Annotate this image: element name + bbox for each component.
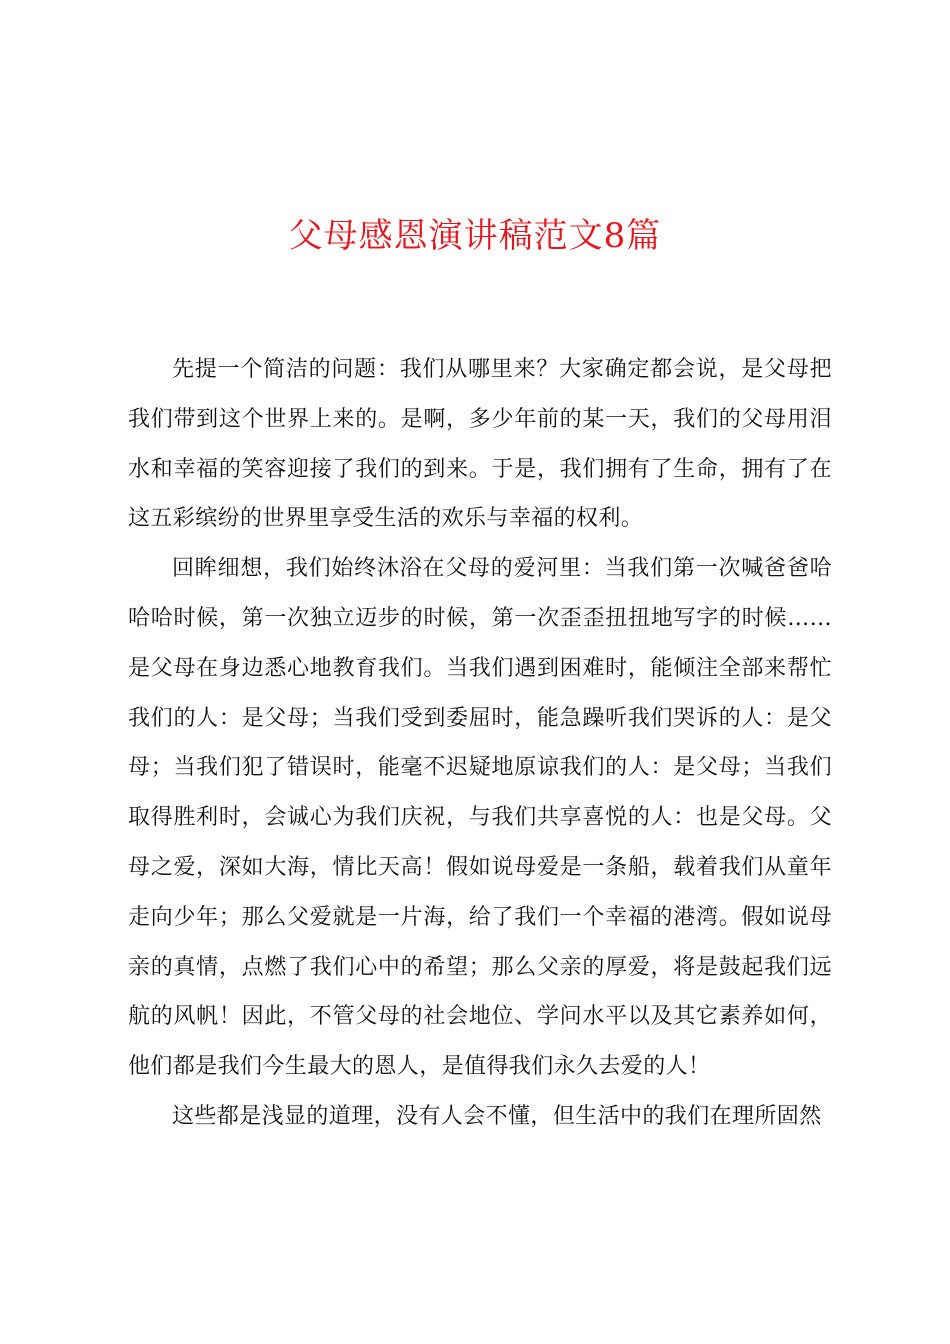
paragraph-3: 这些都是浅显的道理，没有人会不懂，但生活中的我们在理所固然 xyxy=(172,1103,822,1129)
paragraph-1: 先提一个简洁的问题：我们从哪里来？大家确定都会说，是父母把我们带到这个世界上来的。是啊，多少年前的某一天，我们的父母用泪水和幸福的笑容迎接了我们的到来。于是，我们拥有了生命，拥有了在这五彩缤纷的世界里享受生活的欢乐与幸福的权利。 xyxy=(128,357,832,532)
document-title: 父母感恩演讲稿范文8篇 xyxy=(288,216,662,256)
document-body xyxy=(128,345,832,1142)
paragraph-2: 回眸细想，我们始终沐浴在父母的爱河里：当我们第一次喊爸爸哈哈哈时候，第一次独立迈步的时候，第一次歪歪扭扭地写字的时候……是父母在身边悉心地教育我们。当我们遇到困难时，能倾注全部来帮忙我们的人：是父母；当我们受到委屈时，能急躁听我们哭诉的人：是父母；当我们犯了错误时，能毫不迟疑地原谅我们的人：是父母；当我们取得胜利时，会诚心为我们庆祝，与我们共享喜悦的人：也是父母。父母之爱，深如大海，情比天高！假如说母爱是一条船，载着我们从童年走向少年；那么父爱就是一片海，给了我们一个幸福的港湾。假如说母亲的真情，点燃了我们心中的希望；那么父亲的厚爱，将是鼓起我们远航的风帆！因此，不管父母的社会地位、学问水平以及其它素养如何，他们都是我们今生最大的恩人，是值得我们永久去爱的人！ xyxy=(128,556,832,1080)
